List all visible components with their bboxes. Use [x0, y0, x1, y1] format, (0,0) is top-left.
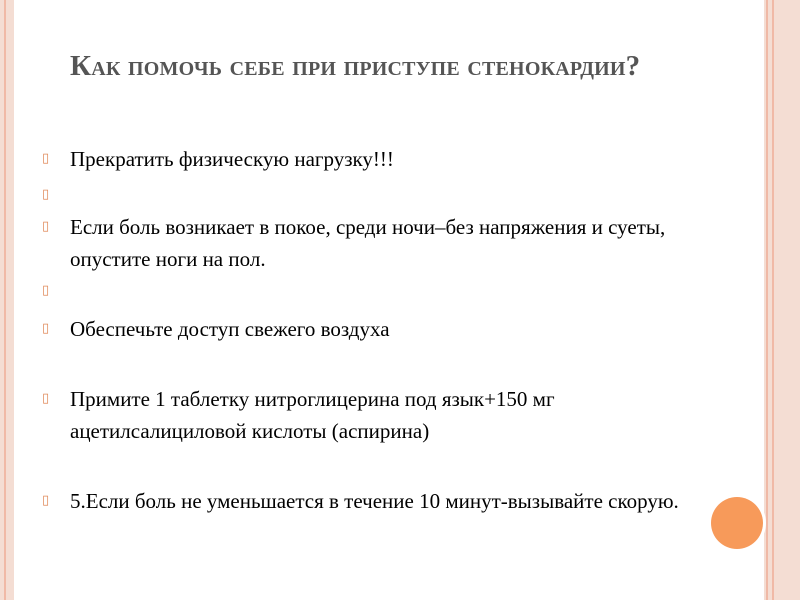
bullet-icon: ▯	[42, 219, 50, 234]
bullet-item	[42, 485, 702, 517]
left-border-line	[4, 0, 6, 600]
bullet-icon: ▯	[42, 493, 50, 508]
bullet-item	[42, 313, 702, 345]
bullet-text: Примите 1 таблетку нитроглицерина под язык+150 мг ацетилсалициловой кислоты (аспирина)	[70, 387, 555, 443]
bullet-text: Обеспечьте доступ свежего воздуха	[70, 317, 390, 341]
bullet-item	[42, 211, 702, 275]
bullet-item	[42, 179, 702, 211]
bullet-icon: ▯	[42, 321, 50, 336]
bullet-icon: ▯	[42, 151, 50, 166]
bullet-list	[42, 143, 702, 517]
bullet-icon: ▯	[42, 391, 50, 406]
left-border-decoration	[0, 0, 14, 600]
slide-title: Как помочь себе при приступе стенокардии?	[70, 50, 641, 82]
right-border-line	[772, 0, 774, 600]
bullet-text: 5.Если боль не уменьшается в течение 10 минут-вызывайте скорую.	[70, 489, 679, 513]
bullet-text: Если боль возникает в покое, среди ночи–без напряжения и суеты, опустите ноги на пол.	[70, 215, 666, 271]
bullet-item	[42, 275, 702, 307]
bullet-icon: ▯	[42, 283, 50, 298]
decorative-circle	[711, 497, 763, 549]
right-border-decoration	[764, 0, 800, 600]
right-border-line	[766, 0, 768, 600]
bullet-icon: ▯	[42, 187, 50, 202]
bullet-text: Прекратить физическую нагрузку!!!	[70, 147, 394, 171]
bullet-item	[42, 383, 702, 447]
bullet-item	[42, 143, 702, 175]
